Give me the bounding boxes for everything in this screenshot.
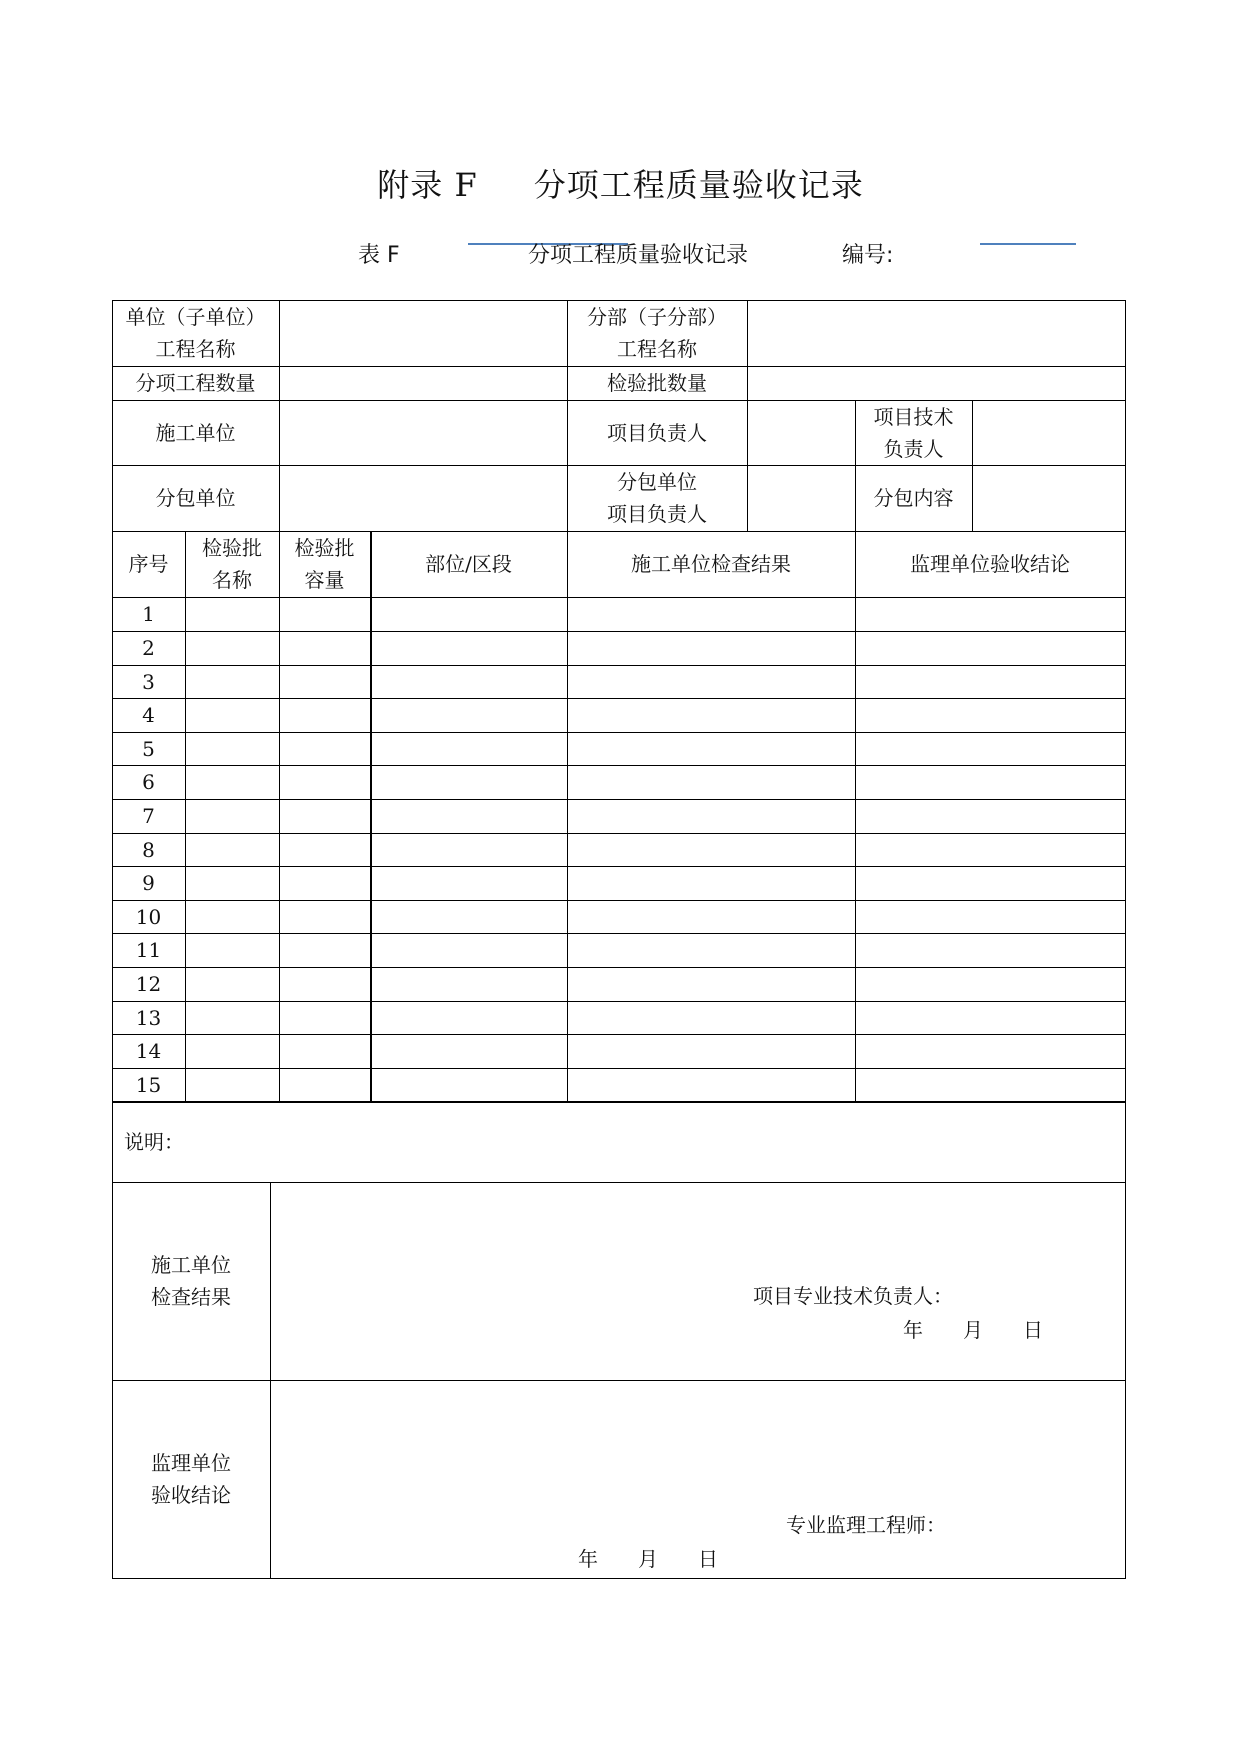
- row-number: 7: [142, 804, 155, 828]
- project-manager-field[interactable]: [747, 400, 855, 465]
- column-header: 监理单位验收结论: [910, 552, 1070, 576]
- row-number: 15: [135, 1072, 162, 1097]
- subitem-count-label: 分项工程数量: [135, 371, 256, 395]
- row-number: 1: [142, 602, 155, 626]
- unit-name-field[interactable]: [279, 300, 567, 366]
- number-label: 编号:: [842, 243, 894, 268]
- row-number: 11: [135, 938, 162, 962]
- column-header: 检验批 名称: [202, 536, 262, 592]
- supervisor-check-label: 监理单位 验收结论: [151, 1451, 231, 1507]
- batch-count-field[interactable]: [747, 366, 1125, 400]
- subcontractor-field[interactable]: [279, 465, 567, 531]
- unit-name-label: 单位（子单位） 工程名称: [125, 305, 266, 361]
- tech-signer-label: 项目专业技术负责人：: [753, 1284, 953, 1308]
- supervisor-date: 年 月 日: [578, 1547, 718, 1571]
- column-header: 序号: [128, 552, 169, 576]
- appendix-label: 附录 F: [377, 166, 478, 204]
- row-number: 13: [135, 1005, 162, 1030]
- row-number: 5: [142, 736, 155, 761]
- contractor-date: 年 月 日: [903, 1318, 1043, 1342]
- division-name-label: 分部（子分部） 工程名称: [587, 305, 727, 361]
- row-number: 9: [142, 871, 155, 895]
- batch-count-label: 检验批数量: [607, 371, 707, 395]
- sub-content-field[interactable]: [972, 465, 1125, 531]
- row-number: 6: [142, 770, 155, 794]
- tech-manager-label: 项目技术 负责人: [873, 404, 954, 461]
- row-number: 14: [135, 1039, 162, 1063]
- contractor-field[interactable]: [279, 400, 567, 465]
- contractor-label: 施工单位: [155, 420, 236, 445]
- subitem-count-field[interactable]: [279, 366, 567, 400]
- tech-manager-field[interactable]: [972, 400, 1125, 465]
- table-number: 表 F: [358, 243, 400, 268]
- supervisor-signer-label: 专业监理工程师：: [786, 1513, 946, 1537]
- column-header: 检验批 容量: [294, 536, 355, 592]
- division-name-field[interactable]: [747, 300, 1125, 366]
- project-manager-label: 项目负责人: [607, 420, 707, 445]
- subcontractor-label: 分包单位: [155, 486, 236, 510]
- row-number: 4: [142, 703, 155, 727]
- column-header: 施工单位检查结果: [631, 552, 791, 576]
- sub-content-label: 分包内容: [873, 486, 954, 510]
- row-number: 12: [135, 972, 162, 996]
- title-name: 分项工程质量验收记录: [533, 166, 864, 204]
- subtitle-name: 分项工程质量验收记录: [528, 243, 749, 268]
- sub-manager-label: 分包单位 项目负责人: [607, 470, 707, 526]
- column-header: 部位/区段: [425, 552, 512, 576]
- row-number: 2: [142, 636, 155, 660]
- notes-label: 说明：: [124, 1129, 184, 1154]
- contractor-check-label: 施工单位 检查结果: [151, 1253, 231, 1309]
- sub-manager-field[interactable]: [747, 465, 855, 531]
- row-number: 10: [135, 904, 162, 929]
- row-number: 3: [142, 669, 155, 694]
- row-number: 8: [142, 837, 155, 862]
